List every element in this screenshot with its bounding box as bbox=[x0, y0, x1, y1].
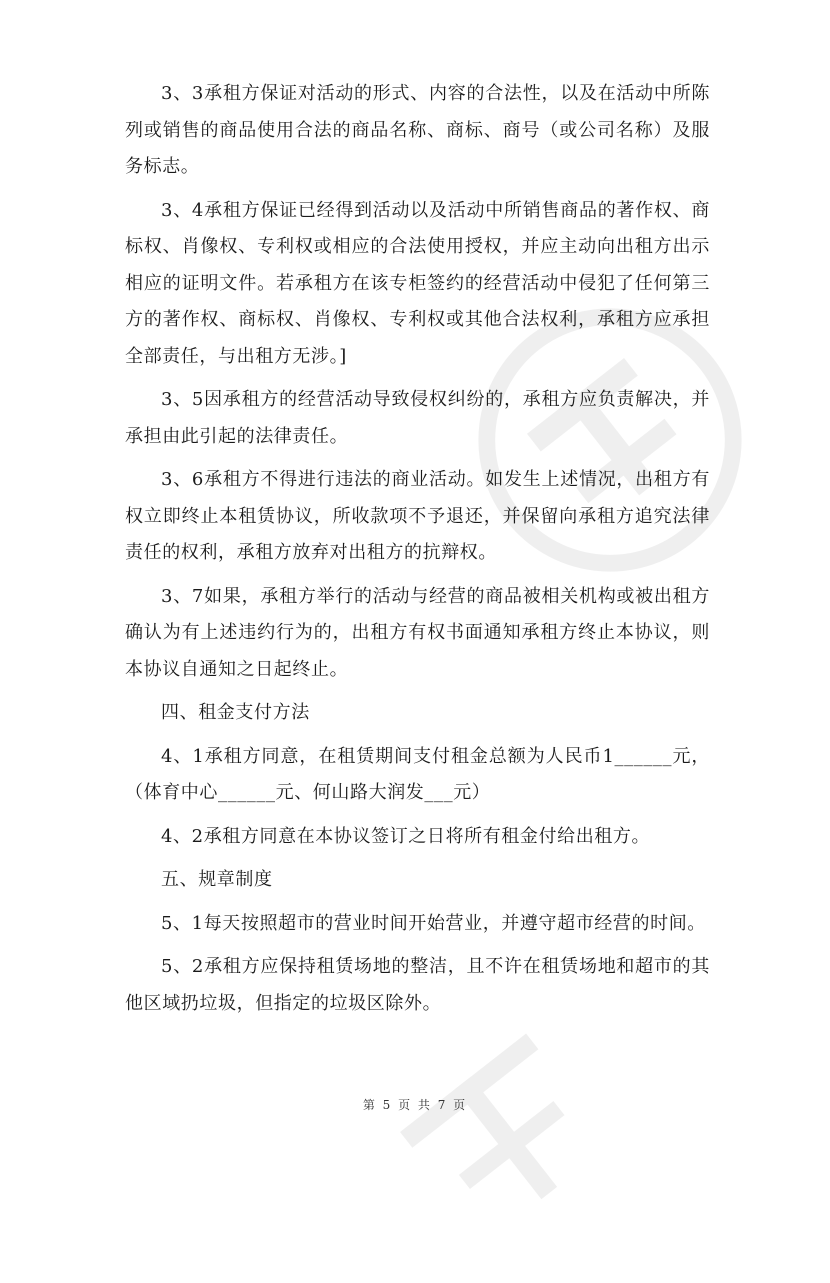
clause-3-4: 3、4承租方保证已经得到活动以及活动中所销售商品的著作权、商标权、肖像权、专利权或相应的合法使用授权，并应主动向出租方出示相应的证明文件。若承租方在该专柜签约的经营活动中侵犯了任何第三方的著作权、商标权、肖像权、专利权或其他合法权利，承租方应承担全部责任，与出租方无涉。] bbox=[125, 199, 710, 367]
clause-3-3: 3、3承租方保证对活动的形式、内容的合法性，以及在活动中所陈列或销售的商品使用合法的商品名称、商标、商号（或公司名称）及服务标志。 bbox=[125, 83, 710, 177]
clause-3-5: 3、5因承租方的经营活动导致侵权纠纷的，承租方应负责解决，并承担由此引起的法律责任。 bbox=[125, 389, 710, 447]
clause-3-7: 3、7如果，承租方举行的活动与经营的商品被相关机构或被出租方确认为有上述违约行为的，出租方有权书面通知承租方终止本协议，则本协议自通知之日起终止。 bbox=[125, 585, 710, 680]
section-heading-4: 四、租金支付方法 bbox=[161, 702, 310, 723]
section-heading-5: 五、规章制度 bbox=[161, 869, 273, 890]
clause-5-2: 5、2承租方应保持租赁场地的整洁，且不许在租赁场地和超市的其他区域扔垃圾，但指定的垃圾区除外。 bbox=[125, 956, 710, 1014]
page-footer: 第 5 页 共 7 页 bbox=[362, 1098, 468, 1112]
clause-4-2: 4、2承租方同意在本协议签订之日将所有租金付给出租方。 bbox=[161, 825, 651, 847]
clause-3-6: 3、6承租方不得进行违法的商业活动。如发生上述情况，出租方有权立即终止本租赁协议，所收款项不予退还，并保留向承租方追究法律责任的权利，承租方放弃对出租方的抗辩权。 bbox=[125, 469, 710, 563]
document-body bbox=[125, 76, 710, 1029]
clause-5-1: 5、1每天按照超市的营业时间开始营业，并遵守超市经营的时间。 bbox=[161, 912, 706, 934]
clause-4-1: 4、1承租方同意，在租赁期间支付租金总额为人民币1______元，（体育中心______元、何山路大润发___元） bbox=[125, 745, 710, 803]
